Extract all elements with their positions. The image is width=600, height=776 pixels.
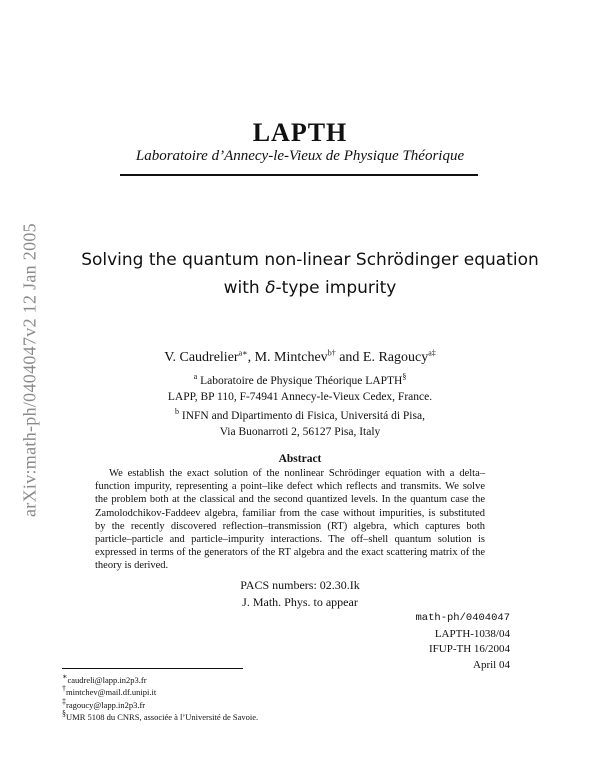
author-mintchev: M. Mintchev	[254, 350, 328, 365]
pacs-numbers: PACS numbers: 02.30.Ik	[240, 578, 360, 592]
footnote-mark: ∗	[62, 672, 68, 682]
footnote-text: ragoucy@lapp.in2p3.fr	[66, 699, 146, 710]
affiliation-b-mark: b	[175, 407, 180, 417]
footnote-mark: §	[62, 709, 66, 719]
footnote	[62, 674, 258, 686]
lab-full-name: Laboratoire d’Annecy-le-Vieux de Physique Théorique	[135, 148, 465, 164]
preprint-id: math-ph/0404047	[415, 612, 510, 624]
author-2-mark: b†	[327, 348, 336, 358]
footnote	[62, 711, 258, 723]
footnote	[62, 686, 258, 698]
author-3-mark: a‡	[428, 348, 436, 358]
paper-title	[60, 246, 560, 302]
footnote-text: mintchev@mail.df.unipi.it	[66, 687, 157, 698]
affiliation-a-footnote-mark: §	[402, 372, 407, 382]
author-caudrelier: V. Caudrelier	[164, 350, 239, 365]
affiliation-b-line1: INFN and Dipartimento di Fisica, Universitá di Pisa,	[181, 410, 425, 422]
delta-symbol: δ	[265, 278, 276, 298]
authors	[0, 350, 600, 366]
preprint-info	[415, 611, 510, 673]
title-pre: with	[223, 278, 266, 298]
title-line-2	[60, 274, 560, 302]
affiliation-b-line2: Via Buonarroti 2, 56127 Pisa, Italy	[219, 426, 381, 438]
lab-title: LAPTH	[252, 118, 348, 147]
footnote-text: caudreli@lapp.in2p3.fr	[67, 675, 147, 685]
affiliation-b	[0, 408, 600, 440]
author-1-mark: a∗	[238, 348, 248, 358]
affiliation-a-line1: Laboratoire de Physique Théorique LAPTH	[200, 375, 403, 387]
preprint-ifup: IFUP-TH 16/2004	[429, 643, 510, 655]
title-post: -type impurity	[275, 278, 397, 298]
journal-note: J. Math. Phys. to appear	[242, 595, 358, 609]
title-line-1: Solving the quantum non-linear Schrödinger equation	[81, 250, 539, 270]
author-sep-1: ,	[247, 350, 255, 365]
author-sep-2: and	[335, 350, 363, 365]
preprint-lapth: LAPTH-1038/04	[434, 627, 510, 640]
header-rule	[120, 174, 478, 176]
footnotes	[62, 674, 258, 723]
affiliation-a-mark: a	[193, 372, 198, 382]
arxiv-stamp	[8, 190, 52, 550]
footnote-mark: ‡	[62, 696, 66, 706]
abstract-heading: Abstract	[278, 453, 322, 465]
affiliation-a-line2: LAPP, BP 110, F-74941 Annecy-le-Vieux Cedex, France.	[167, 391, 433, 403]
footnote	[62, 696, 258, 711]
footnote-text: UMR 5108 du CNRS, associée à l’Université de Savoie.	[66, 711, 259, 722]
footnote-mark: †	[62, 684, 66, 694]
abstract-body: We establish the exact solution of the nonlinear Schrödinger equation with a delta–function impurity, representing a point–like defect which reflects and transmits. We solve the problem both at the classical and the second quantized levels. In the quantum case the Zamolodchikov-Faddeev algebra, familiar from the case without impurities, is substituted by the recently discovered reflection–transmission (RT) algebra, which captures both particle–particle and particle–impurity interactions. The off–shell quantum solution is expressed in terms of the generators of the RT algebra and the exact scattering matrix of the theory is derived.	[95, 468, 485, 572]
affiliation-a	[0, 373, 600, 405]
footnote-rule	[62, 668, 243, 669]
preprint-date: April 04	[473, 658, 510, 671]
arxiv-id: arXiv:math-ph/0404047v2 12 Jan 2005	[19, 223, 40, 517]
author-ragoucy: E. Ragoucy	[362, 350, 429, 365]
